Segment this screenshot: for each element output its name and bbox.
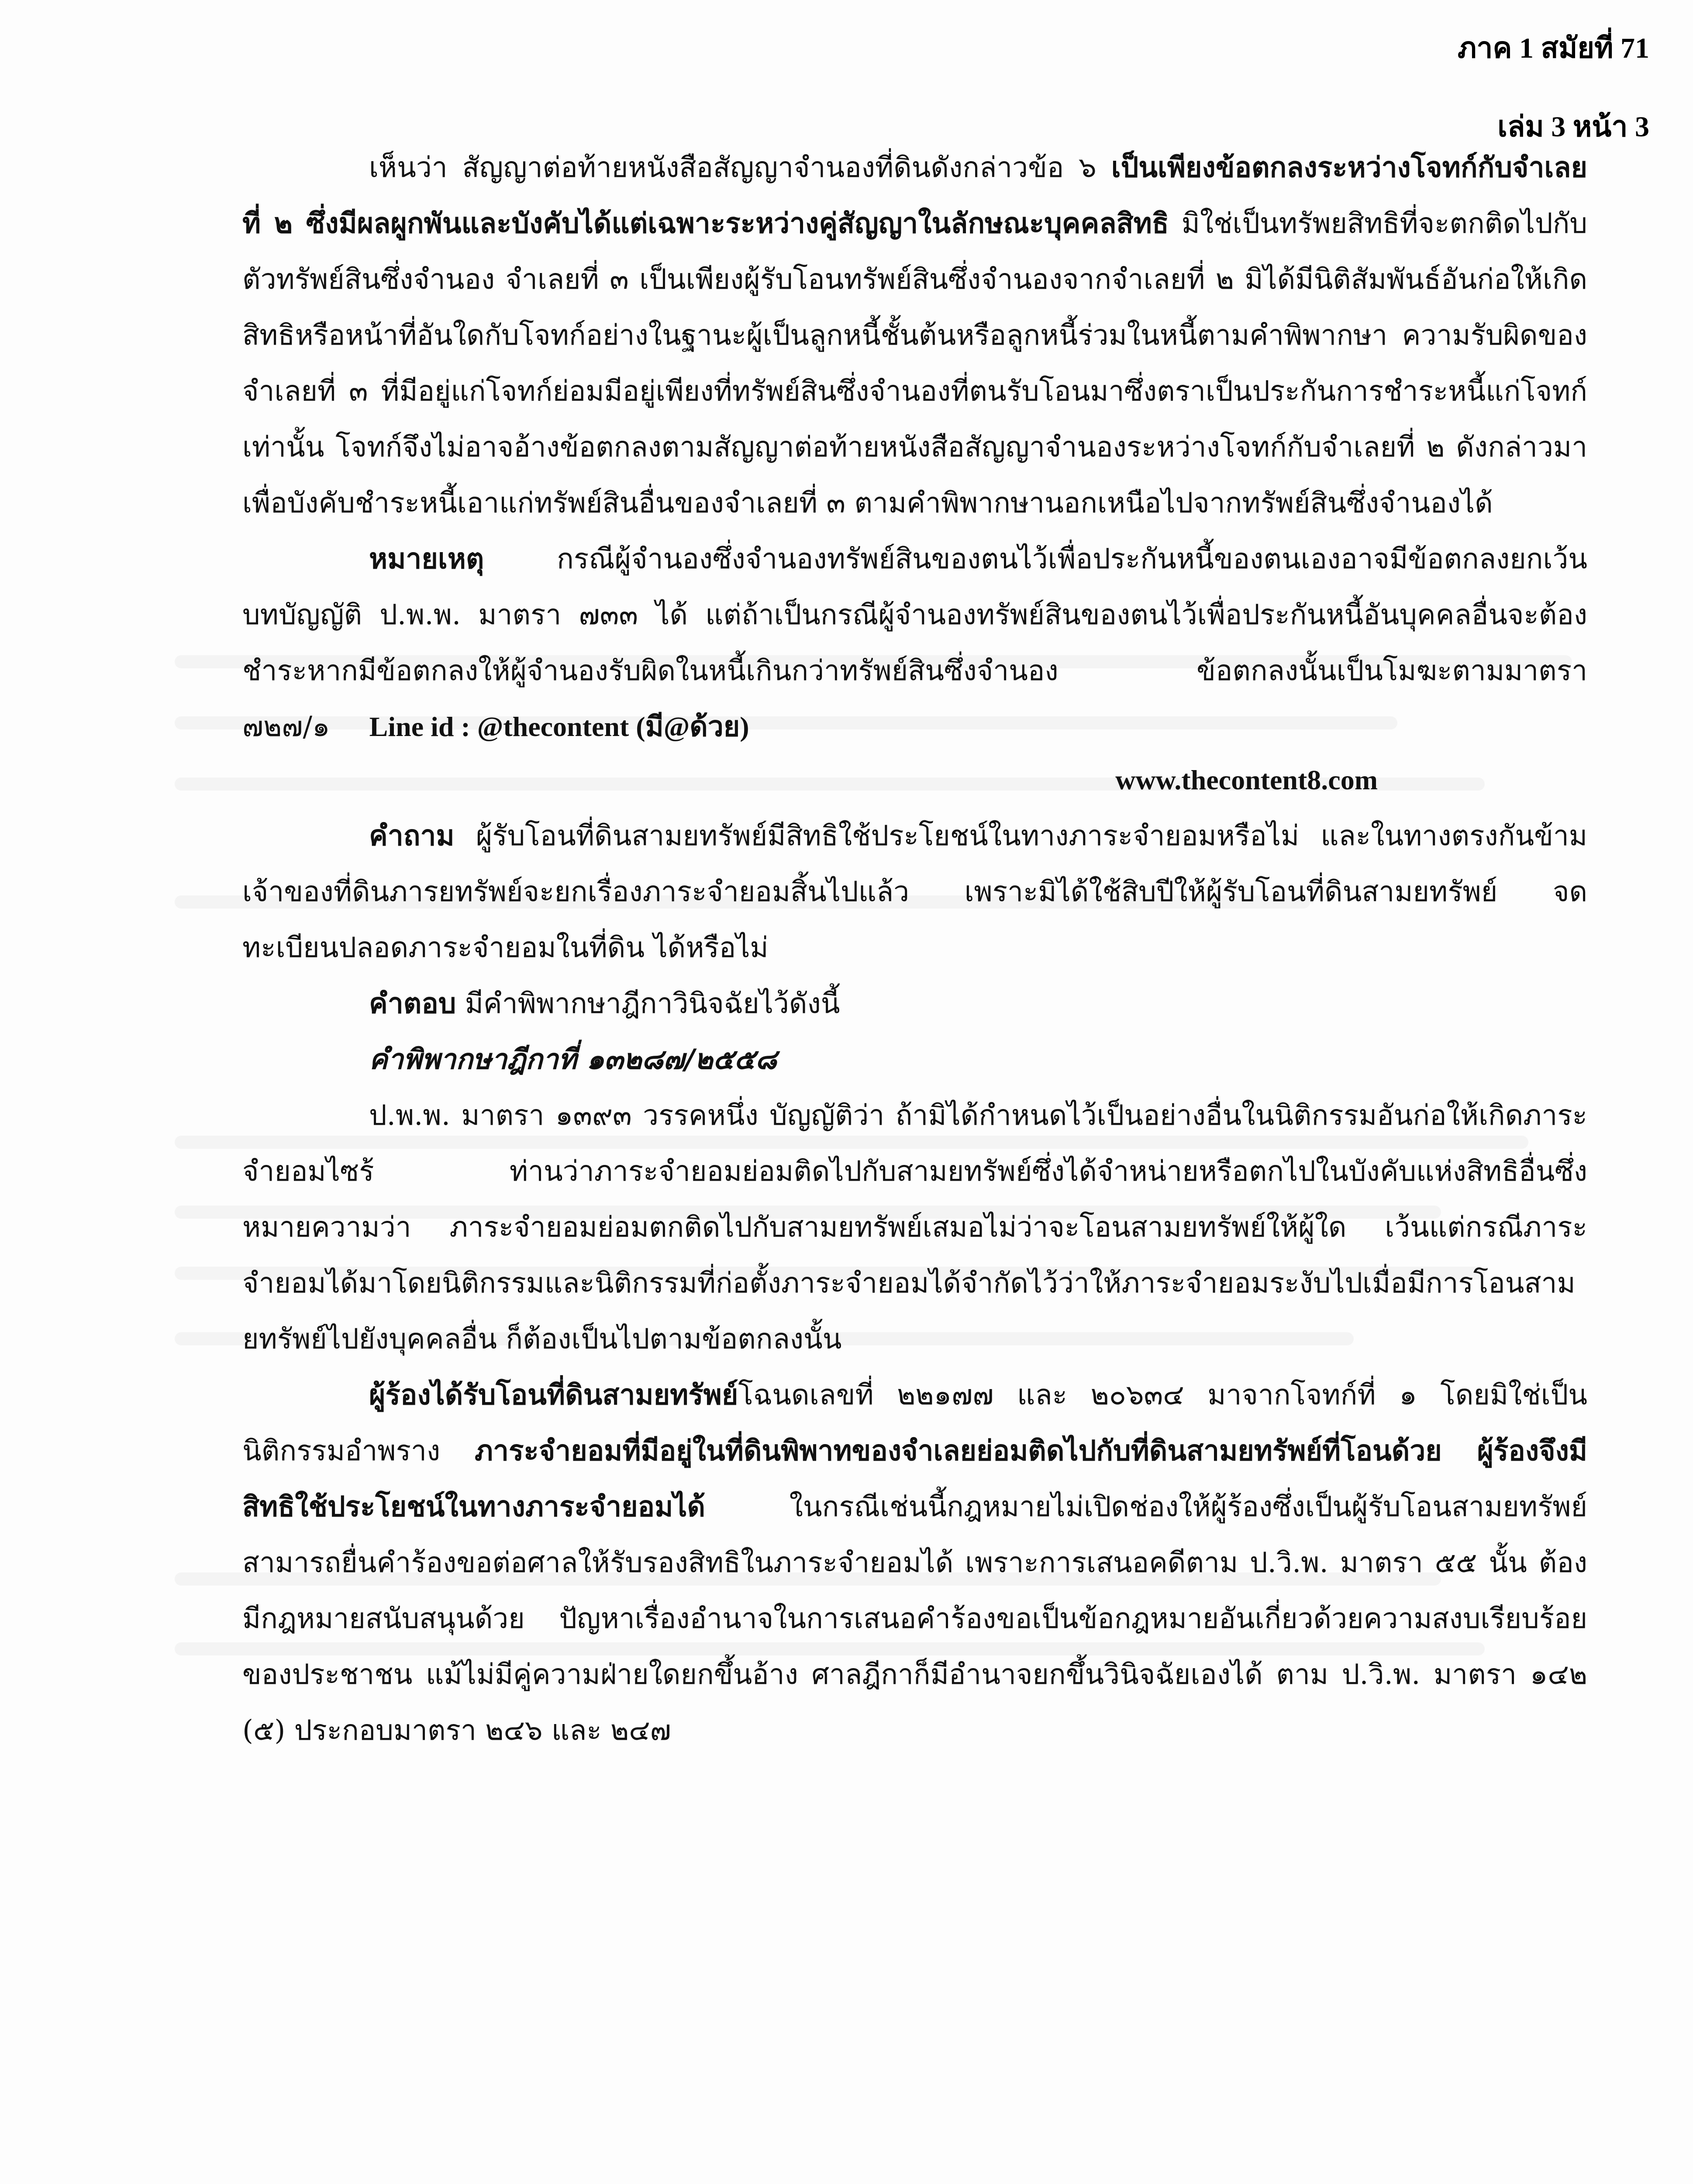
header-part-session: ภาค 1 สมัยที่ 71 — [1457, 32, 1649, 64]
paragraph-ruling-reasoning — [242, 140, 1587, 531]
text-run: กรณีผู้จำนองซึ่งจำนองทรัพย์สินของตนไว้เพื่อประกันหนี้ของตนเองอาจมีข้อตกลงยกเว้นบทบัญญัติ ป.พ.พ. มาตรา ๗๓๓ ได้ แต่ถ้าเป็นกรณีผู้จำนองทรัพย์สินของตนไว้เพื่อประกันหนี้อันบุคคลอื่นจะต้องชำระหากมีข้อตกลงให้ผู้จำนองรับผิดในหนี้เกินกว่าทรัพย์สินซึ่งจำนอง ข้อตกลงนั้นเป็นโมฆะตามมาตรา ๗๒๗/๑ — [242, 543, 1587, 743]
text-run: มิใช่เป็นทรัพยสิทธิที่จะตกติดไปกับตัวทรัพย์สินซึ่งจำนอง จำเลยที่ ๓ เป็นเพียงผู้รับโอนทรัพย์สินซึ่งจำนองจากจำเลยที่ ๒ มิได้มีนิติสัมพันธ์อันก่อให้เกิดสิทธิหรือหน้าที่อันใดกับโจทก์อย่างในฐานะผู้เป็นลูกหนี้ชั้นต้นหรือลูกหนี้ร่วมในหนี้ตามคำพิพากษา ความรับผิดของจำเลยที่ ๓ ที่มีอยู่แก่โจทก์ย่อมมีอยู่เพียงที่ทรัพย์สินซึ่งจำนองที่ตนรับโอนมาซึ่งตราเป็นประกันการชำระหนี้แก่โจทก์เท่านั้น โจทก์จึงไม่อาจอ้างข้อตกลงตามสัญญาต่อท้ายหนังสือสัญญาจำนองระหว่างโจทก์กับจำเลยที่ ๒ ดังกล่าวมาเพื่อบังคับชำระหนี้เอาแก่ทรัพย์สินอื่นของจำเลยที่ ๓ ตามคำพิพากษานอกเหนือไปจากทรัพย์สินซึ่งจำนองได้ — [242, 207, 1588, 519]
remark-label: หมายเหตุ — [369, 543, 484, 575]
ruling-title — [242, 1032, 1587, 1088]
text-run: ในกรณีเช่นนี้กฎหมายไม่เปิดช่องให้ผู้ร้องซึ่งเป็นผู้รับโอนสามยทรัพย์ สามารถยื่นคำร้องขอต่อศาลให้รับรองสิทธิในภาระจำยอมได้ เพราะการเสนอคดีตาม ป.วิ.พ. มาตรา ๕๕ นั้น ต้องมีกฎหมายสนับสนุนด้วย ปัญหาเรื่องอำนาจในการเสนอคำร้องขอเป็นข้อกฎหมายอันเกี่ยวด้วยความสงบเรียบร้อยของประชาชน แม้ไม่มีคู่ความฝ่ายใดยกขึ้นอ้าง ศาลฎีกาก็มีอำนาจยกขึ้นวินิจฉัยเองได้ ตาม ป.วิ.พ. มาตรา ๑๔๒ (๕) ประกอบมาตรา ๒๔๖ และ ๒๔๗ — [242, 1491, 1588, 1747]
paragraph-statute — [242, 1088, 1587, 1367]
paragraph-answer — [242, 976, 1587, 1032]
bold-text-run: เป็นเพียงข้อตกลงระหว่างโจทก์กับจำเลยที่ ๒ ซึ่งมีผลผูกพันและบังคับได้แต่เฉพาะระหว่างคู่สัญญาในลักษณะบุคคลสิทธิ — [242, 151, 1587, 240]
website-watermark: www.thecontent8.com — [1115, 764, 1378, 795]
document-body — [242, 140, 1587, 1759]
bold-text-run: ผู้ร้องได้รับโอนที่ดินสามยทรัพย์ — [369, 1379, 738, 1411]
line-id-watermark: Line id : @thecontent (มี@ด้วย) — [369, 711, 749, 742]
answer-label: คำตอบ — [369, 987, 456, 1020]
text-run: โฉนดเลขที่ ๒๒๑๗๗ และ ๒๐๖๓๔ มาจากโจทก์ที่ ๑ โดยมิใช่เป็นนิติกรรมอำพราง — [242, 1379, 1587, 1467]
text-run: มีคำพิพากษาฎีกาวินิจฉัยไว้ดังนี้ — [456, 988, 840, 1020]
paragraph-question — [242, 808, 1587, 976]
paragraph-remark — [242, 531, 1587, 755]
bold-text-run: ภาระจำยอมที่มีอยู่ในที่ดินพิพาทของจำเลยย่อมติดไปกับที่ดินสามยทรัพย์ที่โอนด้วย ผู้ร้องจึงมีสิทธิใช้ประโยชน์ในทางภาระจำยอมได้ — [242, 1434, 1587, 1523]
paragraph-holding — [242, 1367, 1587, 1759]
header-volume-page: เล่ม 3 หน้า 3 — [1497, 111, 1649, 143]
text-run: ผู้รับโอนที่ดินสามยทรัพย์มีสิทธิใช้ประโยชน์ในทางภาระจำยอมหรือไม่ และในทางตรงกันข้าม เจ้าของที่ดินภารยทรัพย์จะยกเรื่องภาระจำยอมสิ้นไปแล้ว เพราะมิได้ใช้สิบปีให้ผู้รับโอนที่ดินสามยทรัพย์ จดทะเบียนปลอดภาระจำยอมในที่ดิน ได้หรือไม่ — [242, 820, 1587, 964]
ruling-number: คำพิพากษาฎีกาที่ ๑๓๒๘๗/๒๕๕๘ — [369, 1043, 777, 1076]
text-run: เห็นว่า สัญญาต่อท้ายหนังสือสัญญาจำนองที่ดินดังกล่าวข้อ ๖ — [369, 152, 1111, 184]
text-run: ป.พ.พ. มาตรา ๑๓๙๓ วรรคหนึ่ง บัญญัติว่า ถ้ามิได้กำหนดไว้เป็นอย่างอื่นในนิติกรรมอันก่อให้เกิดภาระจำยอมไซร้ ท่านว่าภาระจำยอมย่อมติดไปกับสามยทรัพย์ซึ่งได้จำหน่ายหรือตกไปในบังคับแห่งสิทธิอื่นซึ่งหมายความว่า ภาระจำยอมย่อมตกติดไปกับสามยทรัพย์เสมอไม่ว่าจะโอนสามยทรัพย์ให้ผู้ใด เว้นแต่กรณีภาระจำยอมได้มาโดยนิติกรรมและนิติกรรมที่ก่อตั้งภาระจำยอมได้จำกัดไว้ว่าให้ภาระจำยอมระงับไปเมื่อมีการโอนสามยทรัพย์ไปยังบุคคลอื่น ก็ต้องเป็นไปตามข้อตกลงนั้น — [242, 1099, 1587, 1355]
question-label: คำถาม — [369, 819, 455, 852]
